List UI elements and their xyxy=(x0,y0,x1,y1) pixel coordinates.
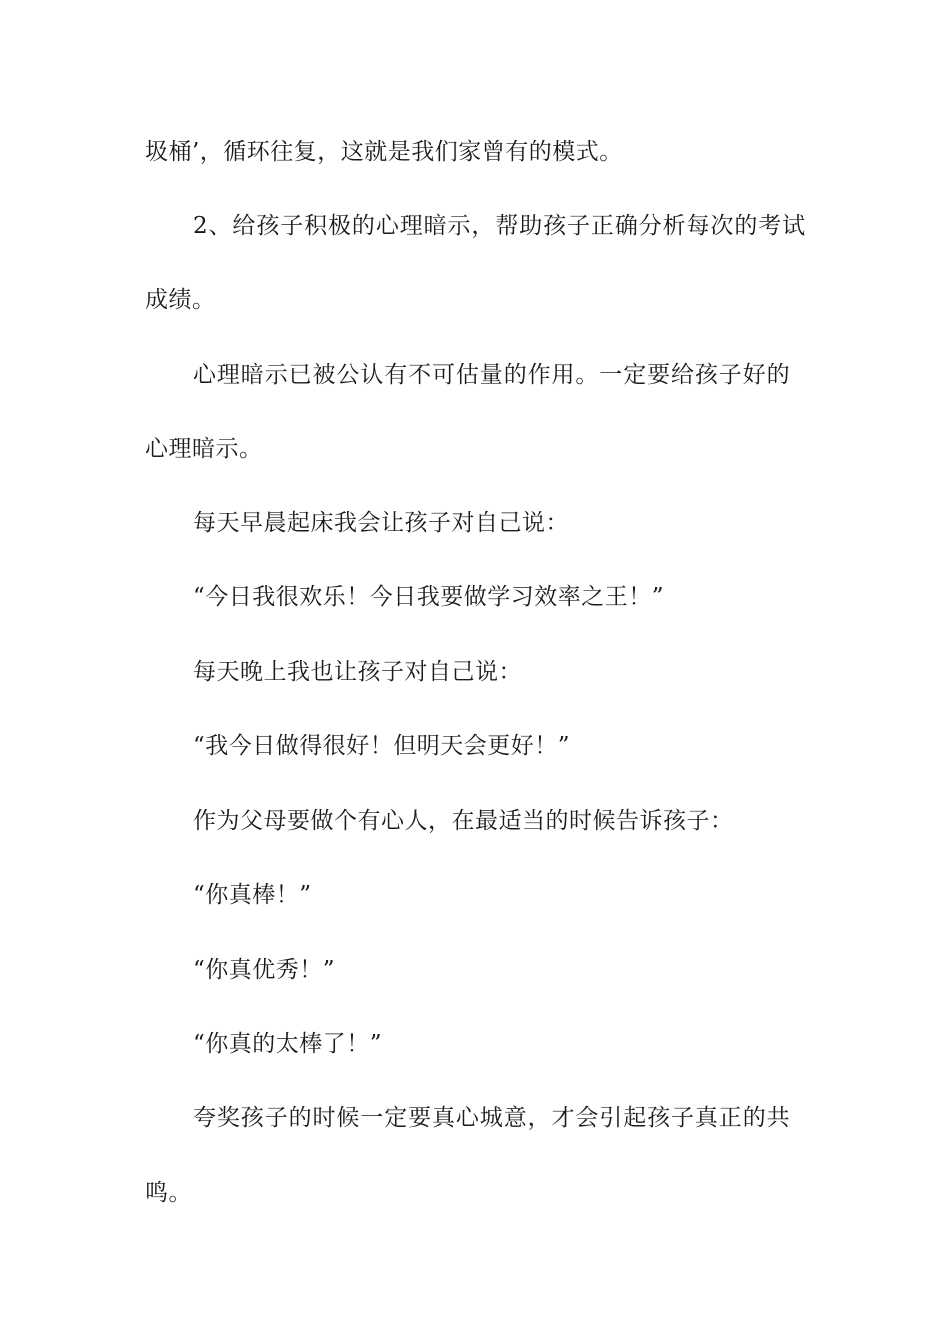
section-heading-line: 成绩。 xyxy=(145,287,216,313)
paragraph-line: 圾桶’，循环往复，这就是我们家曾有的模式。 xyxy=(145,139,623,165)
paragraph-line: 作为父母要做个有心人，在最适当的时候告诉孩子： xyxy=(193,808,734,834)
quote-line: “你真棒！” xyxy=(193,882,312,908)
paragraph-line: 心理暗示。 xyxy=(145,436,263,462)
paragraph-line: 心理暗示已被公认有不可估量的作用。一定要给孩子好的 xyxy=(193,362,791,388)
paragraph-line: 夸奖孩子的时候一定要真心城意，才会引起孩子真正的共 xyxy=(193,1105,791,1131)
quote-line: “你真的太棒了！” xyxy=(193,1031,383,1057)
quote-line: “今日我很欢乐！今日我要做学习效率之王！” xyxy=(193,584,665,610)
paragraph-line: 鸣。 xyxy=(145,1180,192,1206)
quote-line: “我今日做得很好！但明天会更好！” xyxy=(193,733,571,759)
paragraph-line: 每天晚上我也让孩子对自己说： xyxy=(193,659,522,685)
paragraph-line: 每天早晨起床我会让孩子对自己说： xyxy=(193,510,569,536)
quote-line: “你真优秀！” xyxy=(193,957,336,983)
section-heading-line: 2、给孩子积极的心理暗示，帮助孩子正确分析每次的考试 xyxy=(193,213,807,239)
